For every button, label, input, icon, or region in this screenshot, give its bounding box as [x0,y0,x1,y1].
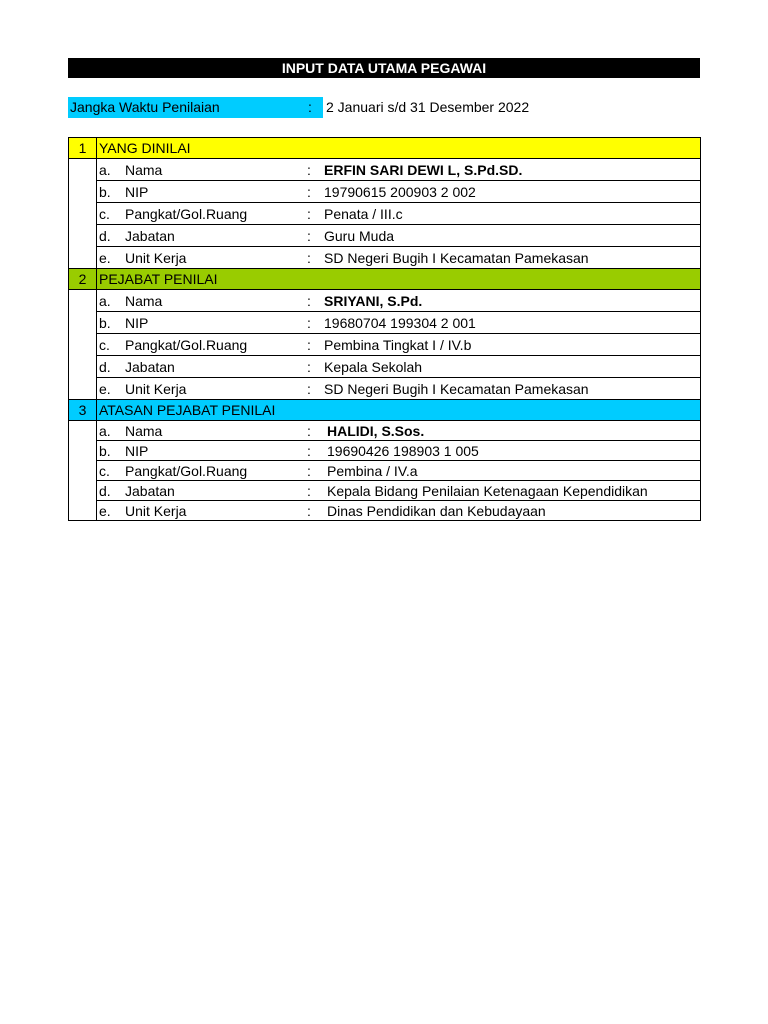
item-letter: d. [99,358,111,375]
item-letter: c. [99,336,110,353]
table-row [69,290,701,312]
item-value: SRIYANI, S.Pd. [324,292,423,309]
item-colon: : [307,462,311,479]
section-number: 1 [69,138,97,159]
item-field: Nama [125,292,163,309]
section-title: ATASAN PEJABAT PENILAI [97,400,701,421]
item-value: Guru Muda [324,227,395,244]
item-colon: : [307,227,311,244]
item-value: Penata / III.c [324,205,403,222]
item-field: NIP [125,183,149,200]
table-row [69,181,701,203]
item-letter: c. [99,462,110,479]
item-letter: e. [99,380,111,397]
table-row [69,461,701,481]
item-letter: b. [99,183,111,200]
item-field: Pangkat/Gol.Ruang [125,336,248,353]
item-colon: : [307,422,311,439]
item-field: Jabatan [125,358,175,375]
item-colon: : [307,482,311,499]
item-value: Kepala Sekolah [324,358,423,375]
table-row [69,203,701,225]
item-field: Jabatan [125,227,175,244]
item-value: ERFIN SARI DEWI L, S.Pd.SD. [324,161,523,178]
item-field: Pangkat/Gol.Ruang [125,205,248,222]
section-header-2 [69,269,701,290]
item-letter: e. [99,502,111,519]
item-field: NIP [125,314,149,331]
item-value: 19790615 200903 2 002 [324,183,476,200]
item-colon: : [307,380,311,397]
section-title: YANG DINILAI [97,138,701,159]
item-field: Jabatan [125,482,175,499]
table-row [69,501,701,521]
item-colon: : [307,161,311,178]
item-colon: : [307,314,311,331]
item-letter: d. [99,482,111,499]
item-value: Pembina / IV.a [327,462,418,479]
item-field: Nama [125,161,163,178]
item-colon: : [307,502,311,519]
item-field: Pangkat/Gol.Ruang [125,462,248,479]
section-header-1 [69,138,701,159]
item-field: Nama [125,422,163,439]
table-row [69,378,701,400]
item-field: NIP [125,442,149,459]
item-value: SD Negeri Bugih I Kecamatan Pamekasan [324,249,589,266]
table-row [69,356,701,378]
item-value: 19690426 198903 1 005 [327,442,479,459]
page-title: INPUT DATA UTAMA PEGAWAI [68,58,700,78]
item-colon: : [307,249,311,266]
table-row [69,441,701,461]
item-colon: : [307,205,311,222]
table-row [69,481,701,501]
item-letter: b. [99,442,111,459]
table-row [69,334,701,356]
table-row [69,225,701,247]
item-colon: : [307,442,311,459]
item-letter: b. [99,314,111,331]
section-number: 3 [69,400,97,421]
period-label-cell [68,97,323,118]
section-header-3 [69,400,701,421]
item-letter: d. [99,227,111,244]
item-letter: e. [99,249,111,266]
section-number: 2 [69,269,97,290]
item-colon: : [307,183,311,200]
item-colon: : [307,358,311,375]
table-row [69,159,701,181]
table-row [69,421,701,441]
item-colon: : [307,292,311,309]
item-field: Unit Kerja [125,249,187,266]
item-value: Dinas Pendidikan dan Kebudayaan [327,502,546,519]
employee-data-table [68,137,701,521]
item-field: Unit Kerja [125,502,187,519]
section-title: PEJABAT PENILAI [97,269,701,290]
item-field: Unit Kerja [125,380,187,397]
item-value: SD Negeri Bugih I Kecamatan Pamekasan [324,380,589,397]
period-value: 2 Januari s/d 31 Desember 2022 [326,99,530,115]
item-value: Kepala Bidang Penilaian Ketenagaan Kependidikan [327,482,648,499]
item-value: 19680704 199304 2 001 [324,314,476,331]
item-colon: : [307,336,311,353]
table-row [69,312,701,334]
period-label: Jangka Waktu Penilaian [70,99,220,115]
item-value: HALIDI, S.Sos. [327,422,425,439]
item-letter: c. [99,205,110,222]
table-row [69,247,701,269]
item-letter: a. [99,161,111,178]
period-colon: : [308,99,312,115]
item-letter: a. [99,292,111,309]
item-value: Pembina Tingkat I / IV.b [324,336,472,353]
item-letter: a. [99,422,111,439]
